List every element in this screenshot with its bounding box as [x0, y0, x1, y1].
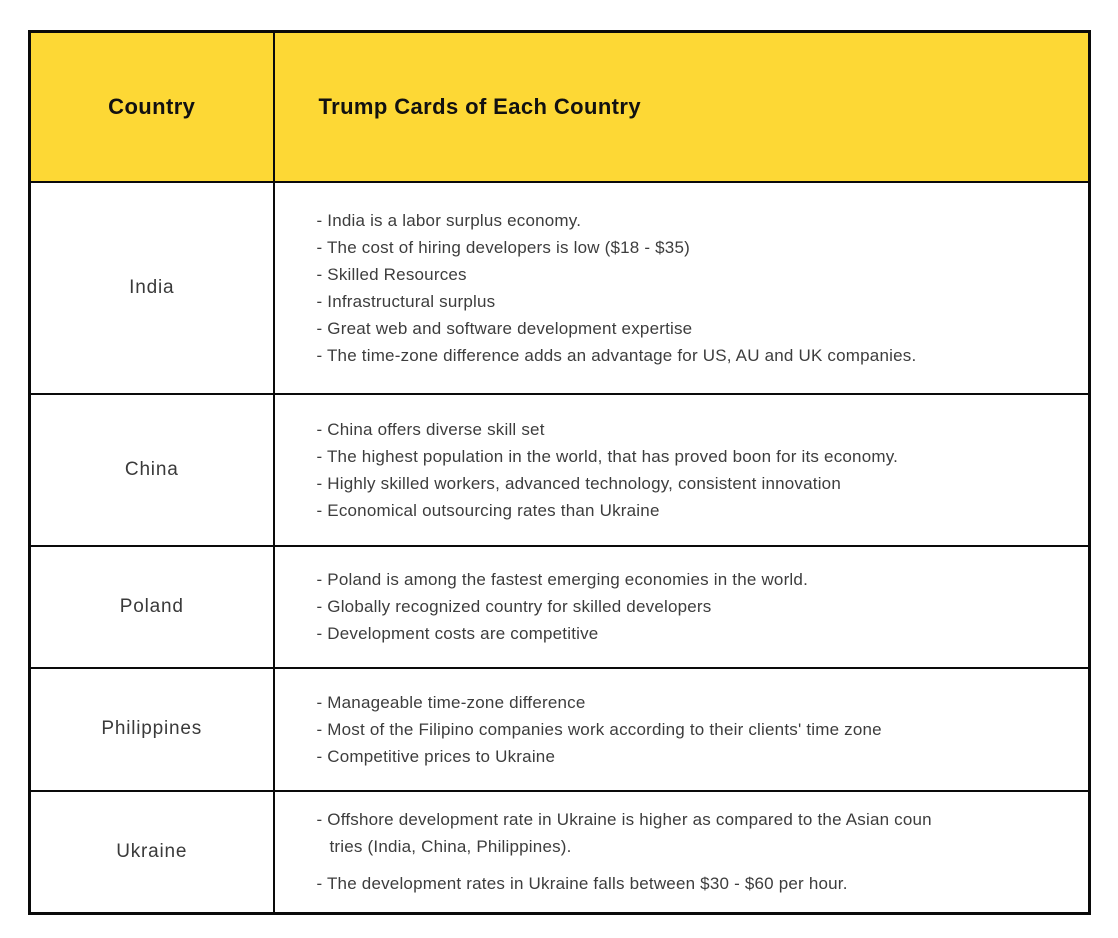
table-row-ukraine — [30, 791, 1090, 914]
bullet-point: - Most of the Filipino companies work according to their clients' time zone — [316, 719, 882, 739]
country-column-header: Country — [30, 32, 274, 182]
country-name: India — [129, 276, 175, 298]
table-row-poland — [30, 546, 1090, 668]
country-name: Philippines — [101, 718, 203, 739]
country-cell — [30, 546, 274, 668]
bullet-point: - Globally recognized country for skilled developers — [316, 597, 712, 616]
country-name: Ukraine — [116, 840, 188, 862]
bullet-point: - Poland is among the fastest emerging economies in the world. — [316, 570, 808, 589]
table-row-india — [30, 182, 1090, 394]
bullet-point: - Highly skilled workers, advanced technology, consistent innovation — [316, 473, 841, 493]
bullet-point: - The development rates in Ukraine falls between $30 - $60 per hour. — [316, 874, 848, 894]
bullet-point: - Infrastructural surplus — [316, 291, 496, 311]
country-cell — [30, 791, 274, 914]
country-name: China — [124, 458, 179, 480]
bullet-point: - Competitive prices to Ukraine — [316, 746, 556, 766]
bullet-point: - Great web and software development expertise — [316, 318, 693, 338]
bullet-point: - Development costs are competitive — [316, 624, 599, 643]
bullet-point: - India is a labor surplus economy. — [316, 210, 582, 230]
bullet-point: - The cost of hiring developers is low ($18 - $35) — [316, 237, 690, 257]
points-cell — [274, 668, 1090, 791]
bullet-point: - Economical outsourcing rates than Ukraine — [316, 500, 660, 520]
bullet-point-continuation: tries (India, China, Philippines). — [329, 837, 572, 857]
bullet-point: - Skilled Resources — [316, 264, 467, 284]
header-row — [30, 32, 1090, 182]
points-cell — [274, 791, 1090, 914]
table-row-philippines — [30, 668, 1090, 791]
country-cell — [30, 668, 274, 791]
country-cell — [30, 394, 274, 546]
bullet-point: - The time-zone difference adds an advantage for US, AU and UK companies. — [316, 345, 917, 365]
bullet-point: - Manageable time-zone difference — [316, 692, 586, 712]
bullet-point: - Offshore development rate in Ukraine is higher as compared to the Asian coun — [316, 810, 932, 830]
points-cell — [274, 394, 1090, 546]
country-comparison-table — [28, 30, 1091, 915]
bullet-point: - China offers diverse skill set — [316, 419, 545, 439]
points-cell — [274, 182, 1090, 394]
table-row-china — [30, 394, 1090, 546]
country-cell — [30, 182, 274, 394]
country-name: Poland — [119, 595, 184, 617]
trump-cards-column-header: Trump Cards of Each Country — [274, 32, 1090, 182]
points-cell — [274, 546, 1090, 668]
bullet-point: - The highest population in the world, that has proved boon for its economy. — [316, 446, 899, 466]
